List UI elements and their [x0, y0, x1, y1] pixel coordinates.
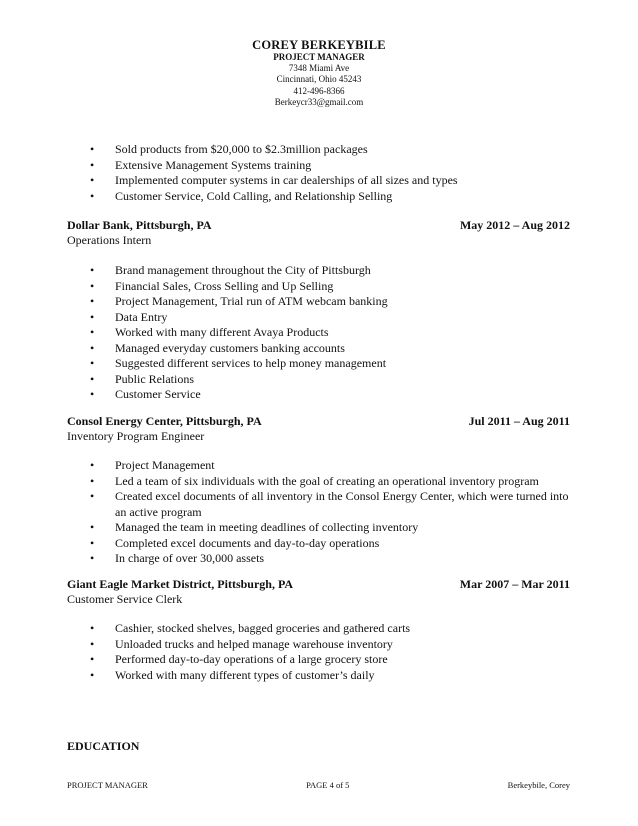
list-item: Managed the team in meeting deadlines of collecting inventory [115, 520, 419, 534]
footer-left: PROJECT MANAGER [67, 780, 148, 790]
job-dollar-bank [67, 218, 570, 248]
list-item: Led a team of six individuals with the goal of creating an operational inventory program [115, 473, 539, 488]
job-dates: May 2012 – Aug 2012 [459, 218, 570, 232]
list-item: Project Management [115, 458, 215, 472]
list-item: Performed day-to-day operations of a large grocery store [115, 652, 388, 666]
job-giant-eagle [67, 577, 570, 607]
list-item: Financial Sales, Cross Selling and Up Selling [115, 278, 334, 293]
resume-header [0, 38, 638, 108]
list-item: In charge of over 30,000 assets [115, 551, 265, 565]
page-footer [67, 780, 570, 790]
list-item: Created excel documents of all inventory in the Consol Energy Center, which were turned into an active program [115, 489, 569, 519]
list-item: Implemented computer systems in car dealerships of all sizes and types [115, 173, 458, 187]
list-item: Extensive Management Systems training [115, 157, 312, 172]
list-item: Brand management throughout the City of Pittsburgh [115, 263, 371, 277]
footer-right: Berkeybile, Corey [507, 780, 570, 790]
job-bullet-list [90, 263, 570, 403]
list-item: Managed everyday customers banking accounts [115, 340, 345, 355]
job-bullet-list [90, 458, 570, 567]
address-line: 7348 Miami Ave [288, 63, 350, 73]
candidate-title: PROJECT MANAGER [273, 52, 365, 62]
list-item: Completed excel documents and day-to-day operations [115, 535, 380, 550]
employer-name: Consol Energy Center, Pittsburgh, PA [67, 414, 262, 428]
employer-name: Dollar Bank, Pittsburgh, PA [67, 218, 212, 232]
list-item: Suggested different services to help money management [115, 356, 387, 370]
candidate-name: COREY BERKEYBILE [252, 38, 386, 52]
email-line: Berkeycr33@gmail.com [274, 96, 364, 107]
job-role: Customer Service Clerk [67, 592, 183, 606]
list-item: Public Relations [115, 371, 194, 386]
city-line: Cincinnati, Ohio 45243 [276, 74, 362, 85]
job-dates: Mar 2007 – Mar 2011 [459, 577, 570, 591]
list-item: Worked with many different Avaya Products [115, 325, 329, 339]
employer-name: Giant Eagle Market District, Pittsburgh, PA [67, 577, 294, 591]
list-item: Cashier, stocked shelves, bagged groceries and gathered carts [115, 621, 411, 635]
job-header [67, 218, 570, 233]
phone-line: 412-496-8366 [293, 85, 345, 96]
list-item: Customer Service, Cold Calling, and Relationship Selling [115, 188, 393, 203]
education-heading: EDUCATION [67, 739, 140, 753]
job-header [67, 414, 570, 429]
list-item: Data Entry [115, 309, 168, 324]
list-item: Customer Service [115, 387, 201, 401]
job-header [67, 577, 570, 592]
job-dollar-bank-bullets [67, 263, 570, 403]
job-role: Inventory Program Engineer [67, 429, 205, 443]
footer-page-number: PAGE 4 of 5 [306, 780, 350, 790]
list-item: Worked with many different types of customer’s daily [115, 667, 375, 682]
job-consol-energy [67, 414, 570, 444]
top-bullet-section [67, 142, 570, 204]
job-giant-eagle-bullets [67, 621, 570, 683]
list-item: Unloaded trucks and helped manage warehouse inventory [115, 636, 393, 651]
job-bullet-list [90, 621, 570, 683]
list-item: Sold products from $20,000 to $2.3million packages [115, 142, 368, 156]
top-bullet-list [90, 142, 570, 204]
job-consol-energy-bullets [67, 458, 570, 567]
job-dates: Jul 2011 – Aug 2011 [468, 414, 570, 428]
list-item: Project Management, Trial run of ATM webcam banking [115, 294, 388, 308]
job-role: Operations Intern [67, 233, 152, 247]
